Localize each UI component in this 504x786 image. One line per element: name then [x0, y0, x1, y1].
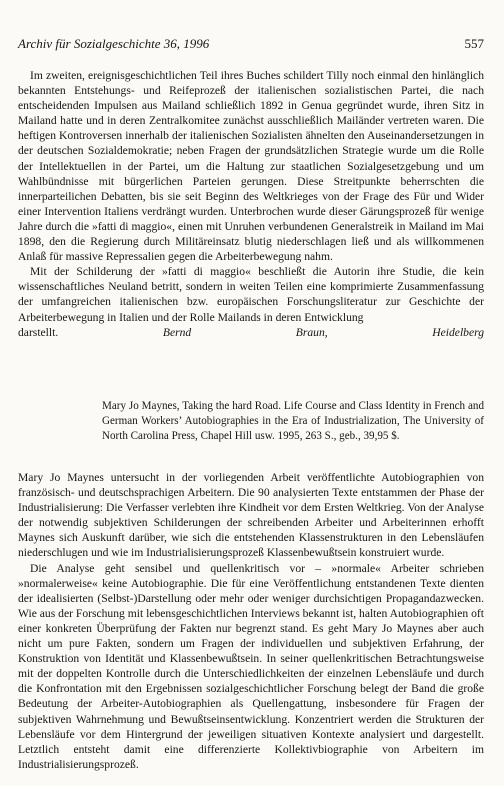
book-reference: Mary Jo Maynes, Taking the hard Road. Life Course and Class Identity in French and German Workers’ Autobiographies in the Era of Industrialization, The University of North Carolina Press, Chapel Hill usw. 1995, 263 S., geb., 39,95 $. [102, 400, 484, 442]
running-header [18, 36, 484, 56]
review2-paragraph-2: Die Analyse geht sensibel und quellenkritisch vor – »normale« Arbeiter schrieben »normalerweise« keine Autobiographie. Die für eine Veröffentlichung entstandenen Texte dienten der idealisierten (Selbst-)Darstellung oder mehr oder weniger durchsichtigen Propagandazwecken. Wie aus der Forschung mit lebensgeschichtlichen Interviews bekannt ist, halten Autobiographien oft einer konkreten Überprüfung der Fakten nur begrenzt stand. Es geht Mary Jo Maynes aber auch nicht um pure Fakten, sondern um Fragen der individuellen und subjektiven Erfahrung, der Konstruktion von Identität und Klassenbewußtsein. In seiner quellenkritischen Betrachtungsweise mit der doppelten Kontrolle durch die Unterschiedlichkeiten der einzelnen Lebensläufe und durch die Konfrontation mit den Ergebnissen sozialgeschichtlicher Forschung belegt der Band die große Bedeutung der Arbeiter-Autobiographien als Quellengattung, insbesondere für Fragen der subjektiven Wahrnehmung und Bewußtseinsentwicklung. Konzentriert werden die Strukturen der Lebensläufe vor dem Hintergrund der jeweiligen situativen Kontexte analysiert und dargestellt. Letztlich entsteht damit eine differenzierte Kollektivbiographie von Arbeitern im Industrialisierungsprozeß. [18, 561, 484, 771]
review1-last-line: darstellt. [18, 325, 59, 339]
journal-title: Archiv für Sozialgeschichte 36, 1996 [18, 36, 210, 51]
page-number: 557 [464, 36, 484, 51]
review-maynes [18, 470, 484, 772]
reviewer-name: Bernd Braun, Heidelberg [162, 325, 484, 339]
review1-signature-line [18, 325, 484, 340]
review1-paragraph-1: Im zweiten, ereignisgeschichtlichen Teil ihres Buches schildert Tilly noch einmal den hinlänglich bekannten Entstehungs- und Reifeprozeß der italienischen sozialistischen Partei, die nach entscheidenden Impulsen aus Mailand schließlich 1892 in Genua gegründet wurde, ihren Sitz in Mailand hatte und in deren Zentralkomitee zunächst ausschließlich Mailänder vertreten waren. Die heftigen Kontroversen innerhalb der italienischen Sozialisten ähnelten den Auseinandersetzungen in der deutschen Sozialdemokratie; neben Fragen der grundsätzlichen Strategie wurde um die Rolle der Intellektuellen in der Partei, um die Haltung zur staatlichen Sozialgesetzgebung und um Wahlbündnisse mit bürgerlichen Parteien gerungen. Diese Streitpunkte beherrschten die innerparteilichen Debatten, bis sie seit Beginn des Weltkrieges von der Frage des Für und Wider einer Intervention Italiens verdrängt wurden. Unterbrochen wurde dieser Gärungsprozeß für wenige Jahre durch die »fatti di maggio«, einen mit Unruhen verbundenen Generalstreik in Mailand im Mai 1898, den die Regierung durch Militäreinsatz blutig niederschlagen ließ und als willkommenen Anlaß für massive Repressalien gegen die Arbeiterbewegung nahm. [18, 69, 484, 264]
review2-paragraph-1: Mary Jo Maynes untersucht in der vorliegenden Arbeit veröffentlichte Autobiographien von französisch- und deutschsprachigen Arbeitern. Die 90 analysierten Texte entstammen der Phase der Industrialisierung: Die Verfasser verlebten ihre Kindheit vor dem Ersten Weltkrieg. Von der Analyse der notwendig subjektiven Schilderungen der schreibenden Arbeiter und Arbeiterinnen erhofft Maynes sich Auskunft darüber, wie sich die entstehenden Klassenstrukturen in den Lebensläufen niederschlugen und wie im Industrialisierungsprozeß Klassenbewußtsein konstruiert wurde. [18, 471, 484, 560]
review-tilly-continuation [18, 68, 484, 340]
review1-paragraph-2: Mit der Schilderung der »fatti di maggio« beschließt die Autorin ihre Studie, die kein wissenschaftliches Neuland betritt, sondern in weiten Teilen eine komprimierte Zusammenfassung der umfangreichen italienischen bzw. europäischen Forschungsliteratur zur Geschichte der Arbeiterbewegung in Italien und der Rolle Mailands in deren Entwicklung [18, 265, 484, 324]
